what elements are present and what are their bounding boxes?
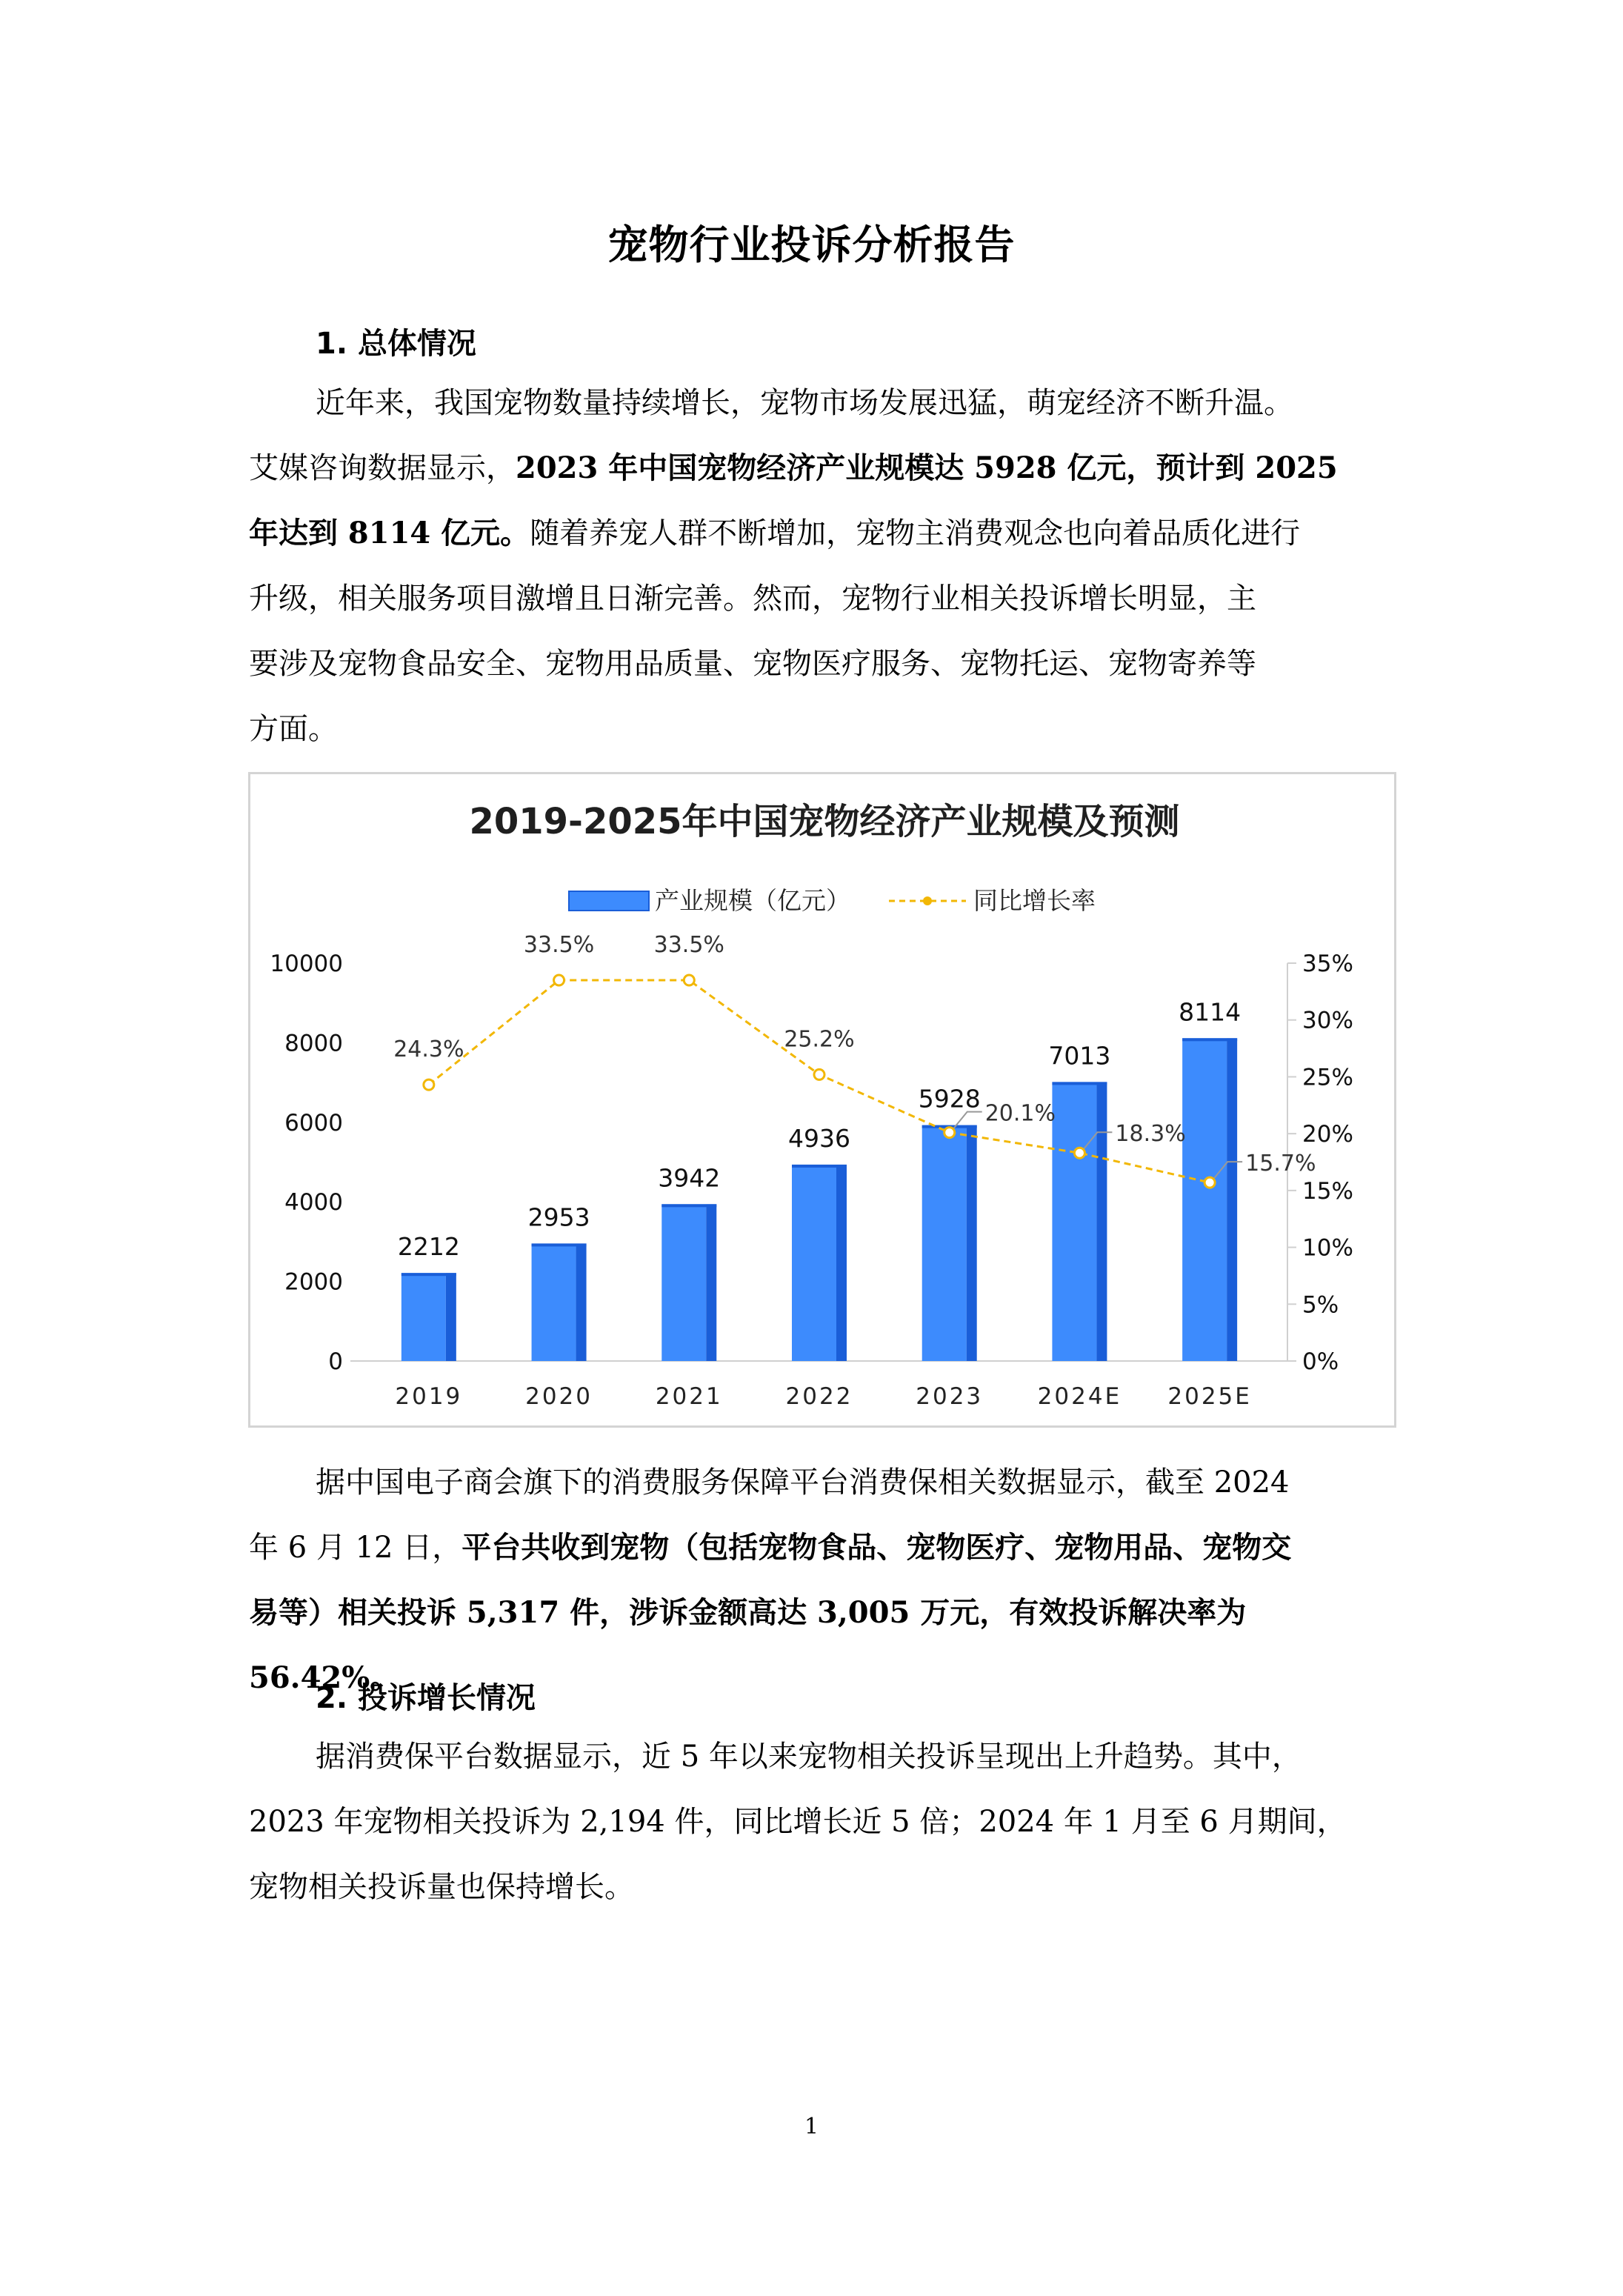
legend-label-bar: 产业规模（亿元）: [655, 886, 850, 915]
growth-value-label: 25.2%: [784, 1026, 855, 1053]
bar-side: [706, 1204, 716, 1361]
y-right-tick-label: 15%: [1302, 1177, 1353, 1205]
text-line: 升级，相关服务项目激增且日渐完善。然而，宠物行业相关投诉增长明显，主: [249, 582, 1256, 616]
y-right-tick-label: 5%: [1302, 1291, 1339, 1319]
x-tick-label: 2021: [655, 1383, 723, 1410]
y-right-tick-label: 20%: [1302, 1121, 1353, 1148]
legend-label-line: 同比增长率: [973, 886, 1096, 915]
chart-growth-line: [393, 932, 1316, 1188]
section-heading-overview: 1. 总体情况: [316, 327, 476, 361]
text-line: 近年来，我国宠物数量持续增长，宠物市场发展迅猛，萌宠经济不断升温。: [316, 386, 1293, 420]
section-heading-growth: 2. 投诉增长情况: [316, 1681, 536, 1715]
paragraph-growth: [249, 1724, 1404, 1920]
growth-value-label: 33.5%: [523, 932, 595, 959]
x-tick-label: 2022: [785, 1383, 853, 1410]
paragraph-overview: [249, 370, 1404, 762]
text-line: 据中国电子商会旗下的消费服务保障平台消费保相关数据显示，截至 2024: [316, 1465, 1290, 1500]
x-tick-label: 2020: [525, 1383, 593, 1410]
text-line: 据消费保平台数据显示，近 5 年以来宠物相关投诉呈现出上升趋势。其中，: [316, 1740, 1302, 1774]
growth-value-label: 33.5%: [653, 932, 724, 959]
bar-top-edge: [661, 1204, 716, 1207]
growth-point: [944, 1128, 955, 1138]
chart-legend: [569, 886, 1096, 915]
legend-swatch-bar: [569, 891, 649, 911]
growth-point: [1204, 1177, 1215, 1188]
legend-marker-line: [923, 896, 932, 905]
bar-top-edge: [1182, 1038, 1237, 1041]
y-right-tick-label: 10%: [1302, 1234, 1353, 1262]
bar-value-label: 4936: [788, 1123, 850, 1153]
growth-point: [554, 975, 564, 985]
bar-side: [967, 1125, 977, 1361]
text-line: 要涉及宠物食品安全、宠物用品质量、宠物医疗服务、宠物托运、宠物寄养等: [249, 647, 1256, 681]
y-left-tick-label: 4000: [284, 1189, 343, 1217]
text-line: 艾媒咨询数据显示，2023 年中国宠物经济产业规模达 5928 亿元，预计到 2025: [249, 450, 1338, 485]
growth-value-label: 20.1%: [984, 1100, 1056, 1127]
chart-figure: [248, 772, 1396, 1428]
text-line: 年达到 8114 亿元。随着养宠人群不断增加，宠物主消费观念也向着品质化进行: [249, 516, 1301, 550]
y-left-tick-label: 0: [328, 1348, 343, 1375]
growth-point: [1074, 1148, 1084, 1158]
bar-top-edge: [792, 1165, 847, 1168]
y-left-tick-label: 2000: [284, 1268, 343, 1296]
bar-side: [576, 1243, 587, 1361]
bar-value-label: 2953: [527, 1202, 590, 1232]
bar-top-edge: [1052, 1082, 1107, 1085]
page-number: 1: [804, 2114, 819, 2140]
bar-value-label: 5928: [918, 1084, 981, 1114]
bar: [792, 1165, 836, 1361]
bar: [532, 1243, 576, 1361]
bar-top-edge: [401, 1273, 456, 1276]
bar-side: [1096, 1082, 1107, 1361]
bar-side: [1227, 1038, 1237, 1361]
bar: [1052, 1082, 1096, 1361]
text-line: 方面。: [249, 712, 338, 746]
paragraph-complaint-data: [249, 1450, 1404, 1711]
bar: [401, 1273, 446, 1361]
growth-point: [424, 1079, 434, 1090]
text-line: 年 6 月 12 日，平台共收到宠物（包括宠物食品、宠物医疗、宠物用品、宠物交: [249, 1530, 1292, 1565]
bar: [922, 1125, 967, 1361]
text-line: 2023 年宠物相关投诉为 2,194 件，同比增长近 5 倍；2024 年 1 月至 6 月期间，: [249, 1805, 1347, 1839]
bar-value-label: 3942: [658, 1163, 721, 1193]
growth-value-label: 24.3%: [393, 1036, 464, 1063]
x-tick-label: 2025E: [1167, 1383, 1252, 1410]
y-right-tick-label: 25%: [1302, 1064, 1353, 1091]
bar: [661, 1204, 706, 1361]
text-line: 宠物相关投诉量也保持增长。: [249, 1870, 634, 1904]
y-left-tick-label: 6000: [284, 1109, 343, 1137]
x-tick-label: 2024E: [1037, 1383, 1122, 1410]
y-left-tick-label: 8000: [284, 1030, 343, 1057]
y-right-tick-label: 0%: [1302, 1348, 1339, 1375]
growth-value-label: 15.7%: [1245, 1151, 1316, 1177]
bar-value-label: 2212: [397, 1232, 460, 1262]
growth-point: [684, 975, 694, 985]
bar-value-label: 7013: [1048, 1041, 1111, 1071]
chart-svg: [250, 774, 1399, 1430]
bar-value-label: 8114: [1179, 997, 1242, 1027]
bar: [1182, 1038, 1227, 1361]
text-line: 易等）相关投诉 5,317 件，涉诉金额高达 3,005 万元，有效投诉解决率为 56.42%。: [249, 1595, 1247, 1695]
y-left-tick-label: 10000: [270, 951, 343, 977]
bar-top-edge: [532, 1243, 587, 1246]
y-right-tick-label: 35%: [1302, 951, 1353, 977]
page-title: 宠物行业投诉分析报告: [607, 222, 1016, 268]
bar-side: [446, 1273, 456, 1361]
growth-value-label: 18.3%: [1115, 1121, 1186, 1148]
chart-title: 2019-2025年中国宠物经济产业规模及预测: [469, 801, 1180, 842]
y-right-tick-label: 30%: [1302, 1007, 1353, 1034]
bar-side: [836, 1165, 847, 1361]
x-tick-label: 2019: [395, 1383, 463, 1410]
x-tick-label: 2023: [916, 1383, 984, 1410]
growth-point: [814, 1069, 824, 1079]
